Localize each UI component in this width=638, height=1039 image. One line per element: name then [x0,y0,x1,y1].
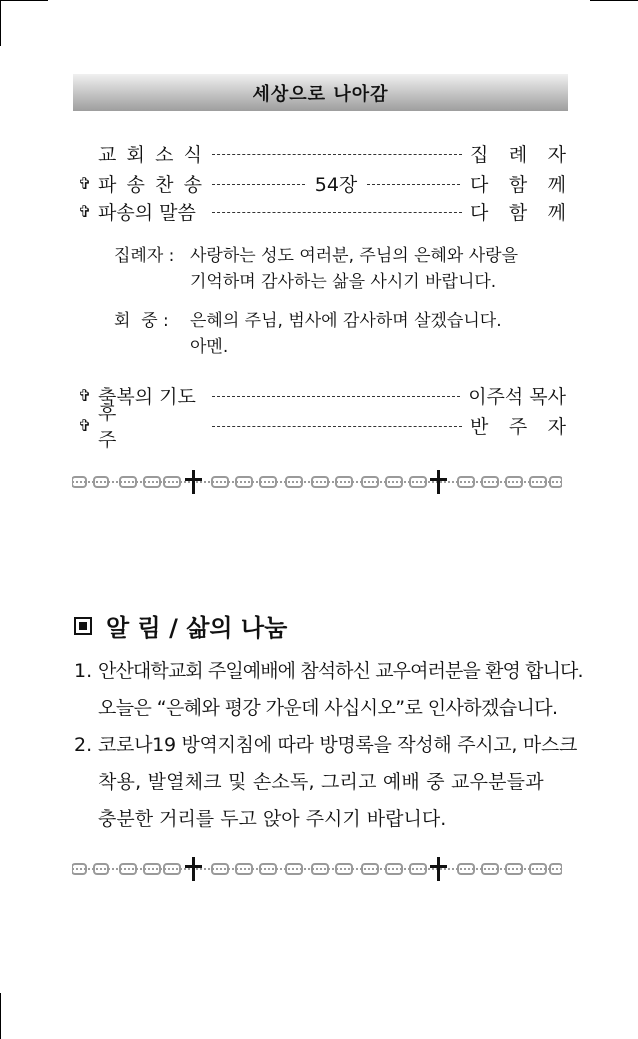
order-label: 교 회 소 식 [98,143,202,166]
leader-dashes [212,396,460,397]
order-row-hymn [78,168,566,198]
order-label: 축복의 기도 [98,385,196,408]
notice-line: 오늘은 “은혜와 평강 가운데 사십시오”로 인사하겠습니다. [98,697,558,719]
square-bullet-icon [74,617,92,635]
order-label: 후 주 [98,402,117,451]
leader-dashes [367,184,460,185]
response-line: 기억하며 감사하는 삶을 사시기 바랍니다. [190,272,497,292]
order-row-sending-word [78,196,566,226]
notice-heading-text: 알 림 / 삶의 나눔 [106,614,288,642]
response-line: 사랑하는 성도 여러분, 주님의 은혜와 사랑을 [190,246,519,266]
order-row-postlude [78,402,566,451]
crop-mark-bottom-left-v [0,993,1,1039]
speaker-label: 회 중 : [114,311,169,331]
order-leader: 다 함 께 [470,201,566,224]
order-label: 파 송 찬 송 [98,173,202,196]
notice-number: 2. [74,734,93,756]
hymn-number: 54장 [314,173,358,196]
notice-item-1 [74,653,583,727]
cross-icon: ✞ [78,385,92,405]
section-title: 세상으로 나아감 [252,83,389,105]
cross-icon: ✞ [78,201,92,221]
leader-dashes [212,212,462,213]
leader-dashes [212,184,305,185]
notice-heading [74,608,287,643]
leader-dashes [212,426,462,427]
cross-icon: ✞ [78,173,92,193]
notice-line: 착용, 발열체크 및 손소독, 그리고 예배 중 교우분들과 [98,771,544,793]
section-title-bar [73,74,568,111]
speaker-label: 집례자 : [114,246,175,266]
crop-mark-top-left-h [0,0,48,1]
order-leader: 반 주 자 [470,415,566,438]
cross-icon: ✞ [78,415,92,435]
notice-line: 안산대학교회 주일예배에 참석하신 교우여러분을 환영 합니다. [98,660,583,682]
notice-line: 충분한 거리를 두고 앉아 주시기 바랍니다. [98,808,447,830]
crop-mark-top-right-h [590,0,638,1]
order-leader: 집 례 자 [470,143,566,166]
leader-dashes [212,154,462,155]
notice-number: 1. [74,660,93,682]
response-line: 아멘. [190,337,229,357]
crop-mark-top-left-v [0,0,1,46]
responsive-leader [114,244,554,296]
notice-line: 코로나19 방역지침에 따라 방명록을 작성해 주시고, 마스크 [98,734,577,756]
chain-divider-icon [72,468,562,496]
order-label: 파송의 말씀 [98,201,196,224]
responsive-congregation [114,309,554,361]
order-leader: 다 함 께 [470,173,566,196]
hymn-leader [202,170,470,197]
order-leader: 이주석 목사 [468,385,566,408]
response-line: 은혜의 주님, 범사에 감사하며 살겠습니다. [190,311,502,331]
order-row-news [78,138,566,168]
chain-divider-icon [72,855,562,883]
notice-item-2 [74,727,577,838]
